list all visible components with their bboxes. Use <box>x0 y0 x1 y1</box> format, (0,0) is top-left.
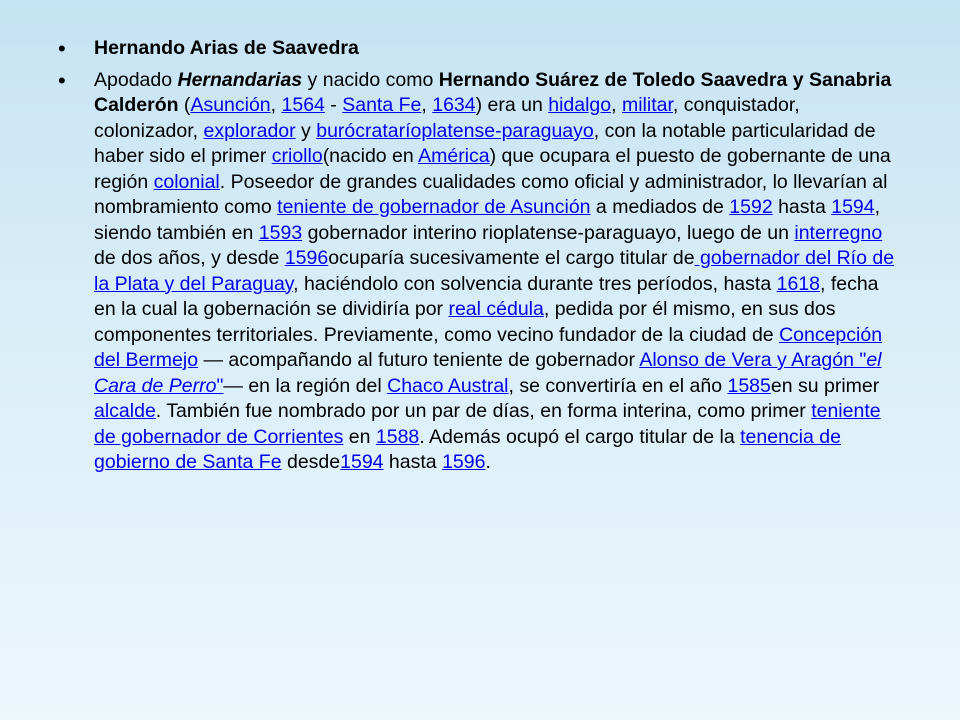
link-1592[interactable]: 1592 <box>729 196 773 218</box>
text: — acompañando al futuro teniente de gobernador <box>198 349 640 371</box>
text: en <box>343 425 376 448</box>
text: ocuparía sucesivamente el cargo titular de <box>328 247 695 269</box>
link-text-italic: el Cara de Perro <box>94 349 882 397</box>
link-1585[interactable]: 1585 <box>727 374 771 397</box>
link-1596[interactable]: 1596 <box>284 247 329 269</box>
text: , <box>611 94 622 116</box>
nickname: Hernandarias <box>177 68 303 91</box>
link-asuncion[interactable]: Asunción <box>190 94 271 116</box>
heading-name: Hernando Arias de Saavedra <box>94 37 359 59</box>
text: . También fue nombrado por un par de días, en forma interina, como primer <box>155 400 812 422</box>
link-santa-fe[interactable]: Santa Fe <box>342 94 422 116</box>
link-teniente-corrientes[interactable]: teniente de gobernador de Corrientes <box>94 400 881 448</box>
text: en su primer <box>770 374 880 397</box>
link-1634[interactable]: 1634 <box>432 94 476 116</box>
text: . <box>485 451 491 473</box>
text: Apodado <box>94 68 178 91</box>
link-text: Alonso de Vera y Aragón " <box>639 349 867 371</box>
link-explorador[interactable]: explorador <box>203 119 296 142</box>
text: , siendo también en <box>94 196 881 244</box>
link-1588[interactable]: 1588 <box>375 425 420 448</box>
link-militar[interactable]: militar <box>621 94 673 116</box>
full-name: Hernando Suárez de Toledo Saavedra y Sanabria Calderón <box>94 68 892 116</box>
text: , conquistador, colonizador, <box>94 94 800 142</box>
text: , haciéndolo con solvencia durante tres períodos, hasta <box>293 272 777 295</box>
text: - <box>324 94 343 116</box>
bullet-biography <box>58 68 898 476</box>
link-tenencia-santa-fe[interactable]: tenencia de gobierno de Santa Fe <box>94 425 841 473</box>
link-criollo[interactable]: criollo <box>271 145 323 167</box>
link-america[interactable]: América <box>418 145 490 167</box>
text: , pedida por él mismo, en sus dos componentes territoriales. Previamente, como vecino fundador de la ciudad de <box>94 298 836 346</box>
link-1593[interactable]: 1593 <box>258 221 303 244</box>
link-interregno[interactable]: interregno <box>794 221 883 244</box>
link-1596-b[interactable]: 1596 <box>442 451 486 473</box>
link-1618[interactable]: 1618 <box>776 272 820 295</box>
text: , <box>421 94 433 116</box>
text: gobernador interino rioplatense-paraguayo, luego de un <box>302 221 795 244</box>
link-colonial[interactable]: colonial <box>153 170 220 193</box>
link-hidalgo[interactable]: hidalgo <box>548 94 612 116</box>
text: , fecha en la cual la gobernación se dividiría por <box>94 272 879 320</box>
link-burocrata[interactable]: burócrataríoplatense-paraguayo <box>316 119 594 142</box>
text: desde <box>281 451 341 473</box>
text: , se convertiría en el año <box>508 374 728 397</box>
text: , con la notable particularidad de haber sido el primer <box>94 119 876 167</box>
text: ) era un <box>475 94 549 116</box>
bullet-title <box>58 36 898 62</box>
text: , <box>270 94 282 116</box>
text: ) que ocupara el puesto de gobernante de una región <box>94 145 891 193</box>
text: (nacido en <box>322 145 419 167</box>
link-teniente-asuncion[interactable]: teniente de gobernador de Asunción <box>277 196 591 218</box>
link-alcalde[interactable]: alcalde <box>94 400 156 422</box>
link-1594-b[interactable]: 1594 <box>340 451 384 473</box>
bullet-list <box>58 36 898 476</box>
text: y nacido como <box>302 68 439 91</box>
link-text: " <box>216 374 224 397</box>
link-gobernador-rio-plata[interactable]: gobernador del Río de la Plata y del Paraguay <box>94 247 895 295</box>
text: hasta <box>383 451 443 473</box>
text: — en la región del <box>223 374 388 397</box>
text: hasta <box>772 196 832 218</box>
link-1594[interactable]: 1594 <box>831 196 875 218</box>
link-chaco-austral[interactable]: Chaco Austral <box>387 374 509 397</box>
link-1564[interactable]: 1564 <box>281 94 325 116</box>
text: ( <box>178 94 191 116</box>
text: . Además ocupó el cargo titular de la <box>419 425 741 448</box>
text: . Poseedor de grandes cualidades como oficial y administrador, lo llevarían al nombramiento como <box>94 170 888 218</box>
link-concepcion-bermejo[interactable]: Concepción del Bermejo <box>94 323 883 371</box>
text: de dos años, y desde <box>94 247 285 269</box>
text: a mediados de <box>590 196 730 218</box>
link-real-cedula[interactable]: real cédula <box>448 298 544 320</box>
text: y <box>295 119 317 142</box>
